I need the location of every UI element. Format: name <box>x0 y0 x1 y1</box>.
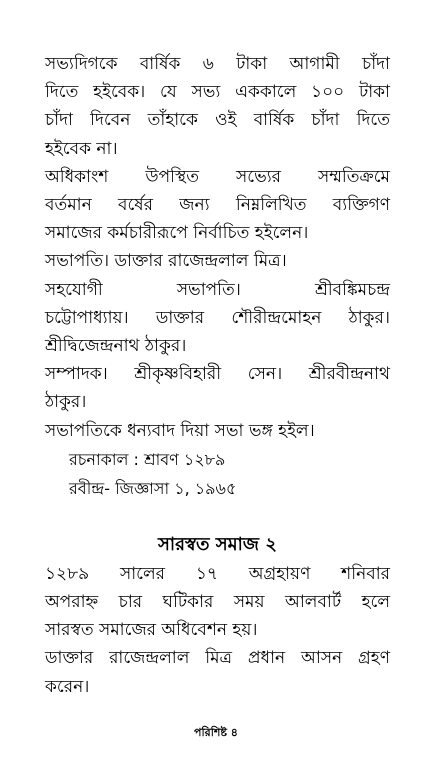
paragraph-meeting <box>45 560 390 645</box>
text-line: চাঁদা দিবেন তাঁহাকে ওই বার্ষিক চাঁদা দিতে <box>45 110 390 131</box>
source-date: রচনাকাল : শ্রাবণ ১২৮৯ <box>69 449 226 469</box>
page-content <box>45 50 390 701</box>
text-line: ১২৮৯ সালের ১৭ অগ্রহায়ণ শনিবার <box>45 563 390 584</box>
paragraph-president <box>45 247 390 275</box>
text-line: সভাপতি। ডাক্তার রাজেন্দ্রলাল মিত্র। <box>45 251 287 272</box>
paragraph-secretary <box>45 360 390 416</box>
paragraph-election <box>45 163 390 248</box>
paragraph-closing <box>45 417 390 445</box>
text-line: চট্টোপাধ্যায়। ডাক্তার শৌরীন্দ্রমোহন ঠাকুর। <box>45 307 390 328</box>
text-line: দিতে হইবেক। যে সভ্য এককালে ১০০ টাকা <box>45 82 390 103</box>
paragraph-subscription <box>45 50 390 163</box>
text-line: শ্রীদ্বিজেন্দ্রনাথ ঠাকুর। <box>45 336 187 357</box>
text-line: ডাক্তার রাজেন্দ্রলাল মিত্র প্রধান আসন গ্রহণ <box>45 648 390 669</box>
text-line: হইবেক না। <box>45 138 118 159</box>
paragraph-chair <box>45 644 390 700</box>
text-line: করেন। <box>45 676 90 697</box>
source-reference: রবীন্দ্র- জিজ্ঞাসা ১, ১৯৬৫ <box>69 478 237 498</box>
section-heading: সারস্বত সমাজ ২ <box>158 533 277 555</box>
text-line: সভাপতিকে ধন্যবাদ দিয়া সভা ভঙ্গ হইল। <box>45 420 315 441</box>
text-line: সভ্যদিগকে বার্ষিক ৬ টাকা আগামী চাঁদা <box>45 54 390 74</box>
text-line: অধিকাংশ উপস্থিত সভ্যের সম্মতিক্রমে <box>45 166 390 187</box>
text-line: বর্তমান বর্ষের জন্য নিম্নলিখিত ব্যক্তিগণ <box>45 195 390 216</box>
text-line: ঠাকুর। <box>45 392 87 413</box>
text-line: অপরাহ্ন চার ঘটিকার সময় আলবার্ট হলে <box>45 592 390 613</box>
text-line: সম্পাদক। শ্রীকৃষ্ণবিহারী সেন। শ্রীরবীন্দ্রনাথ <box>45 364 390 385</box>
paragraph-vice-president <box>45 276 390 361</box>
text-line: সমাজের কর্মচারীরূপে নির্বাচিত হইলেন। <box>45 223 309 244</box>
text-line: সহযোগী সভাপতি। শ্রীবঙ্কিমচন্দ্র <box>45 279 390 300</box>
text-line: সারস্বত সমাজের অধিবেশন হয়। <box>45 620 258 641</box>
page-footer: পরিশিষ্ট ৪ <box>194 726 238 739</box>
